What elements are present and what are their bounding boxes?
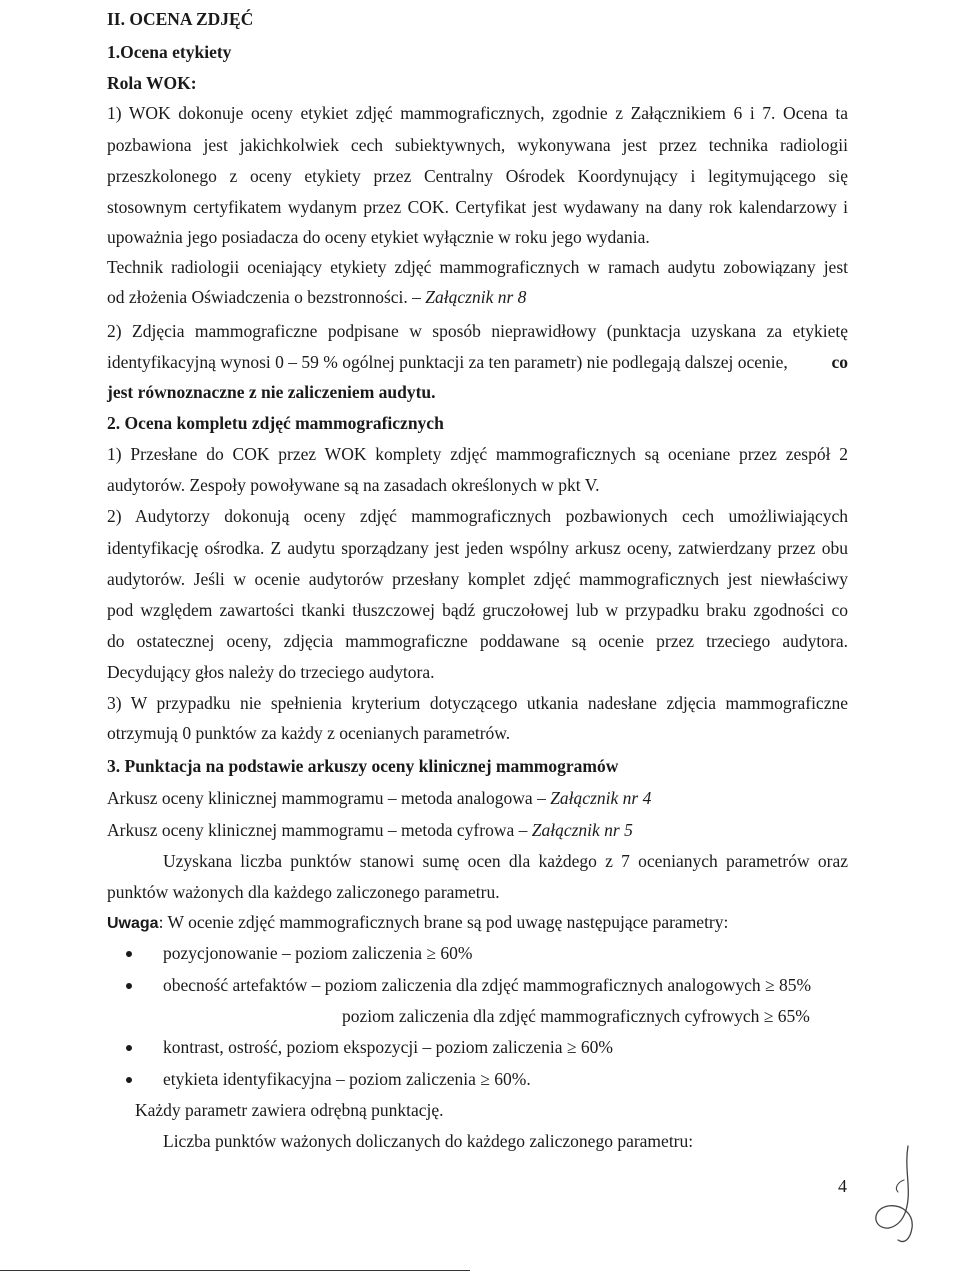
paragraph-line: 1) WOK dokonuje oceny etykiet zdjęć mammograficznych, zgodnie z Załącznikiem 6 i 7. Ocena ta [107, 103, 848, 123]
paragraph-line: 2) Zdjęcia mammograficzne podpisane w sposób nieprawidłowy (punktacja uzyskana za etykietę [107, 321, 848, 341]
line-text: Arkusz oceny klinicznej mammogramu – metoda cyfrowa – [107, 820, 532, 840]
paragraph-line: Technik radiologii oceniający etykiety zdjęć mammograficznych w ramach audytu zobowiązany jest [107, 257, 848, 277]
line-text: Arkusz oceny klinicznej mammogramu – metoda analogowa – [107, 788, 551, 808]
section-1-subtitle: Rola WOK: [107, 73, 197, 93]
chapter-heading: II. OCENA ZDJĘĆ [107, 9, 254, 29]
note-label: Uwaga [107, 915, 159, 932]
line-text: od złożenia Oświadczenia o bezstronności. – [107, 287, 426, 307]
section-2-title: 2. Ocena kompletu zdjęć mammograficznych [107, 413, 444, 433]
paragraph-line: otrzymują 0 punktów za każdy z ocenianych parametrów. [107, 723, 511, 743]
section-3-title: 3. Punktacja na podstawie arkuszy oceny klinicznej mammogramów [107, 756, 619, 776]
bullet-icon [126, 983, 132, 989]
paragraph-line: upoważnia jego posiadacza do oceny etykiet wyłącznie w roku jego wydania. [107, 227, 650, 247]
paragraph-line: identyfikację ośrodka. Z audytu sporządzany jest jeden wspólny arkusz oceny, zatwierdzany przez obu [107, 538, 848, 558]
section-1-title: 1.Ocena etykiety [107, 42, 232, 62]
paragraph-line [107, 351, 848, 373]
bullet-item-continuation: poziom zaliczenia dla zdjęć mammograficznych cyfrowych ≥ 65% [342, 1006, 810, 1026]
paragraph-line: 3) W przypadku nie spełnienia kryterium dotyczącego utkania nadesłane zdjęcia mammograficzne [107, 693, 848, 713]
paragraph-line: audytorów. Zespoły powoływane są na zasadach określonych w pkt V. [107, 475, 600, 495]
paragraph-line: Uzyskana liczba punktów stanowi sumę ocen dla każdego z 7 ocenianych parametrów oraz [163, 851, 848, 871]
paragraph-line: 2) Audytorzy dokonują oceny zdjęć mammograficznych pozbawionych cech umożliwiających [107, 506, 848, 526]
paragraph-line: Każdy parametr zawiera odrębną punktację. [135, 1100, 444, 1120]
bullet-item: etykieta identyfikacyjna – poziom zaliczenia ≥ 60%. [163, 1069, 531, 1089]
paragraph-line: do ostatecznej oceny, zdjęcia mammograficzne poddawane są ocenie przez trzeciego audytora. [107, 631, 848, 651]
page-number: 4 [838, 1176, 847, 1196]
bullet-item: pozycjonowanie – poziom zaliczenia ≥ 60% [163, 943, 473, 963]
paragraph-line: Liczba punktów ważonych doliczanych do każdego zaliczonego parametru: [163, 1131, 694, 1151]
paragraph-line: przeszkolonego z oceny etykiety przez Centralny Ośrodek Koordynujący i legitymującego się [107, 166, 848, 186]
bullet-icon [126, 951, 132, 957]
paragraph-line: punktów ważonych dla każdego zaliczonego parametru. [107, 882, 500, 902]
paragraph-line: 1) Przesłane do COK przez WOK komplety zdjęć mammograficznych są oceniane przez zespół 2 [107, 444, 848, 464]
attachment-reference: Załącznik nr 4 [550, 788, 652, 808]
bullet-icon [126, 1045, 132, 1051]
attachment-reference: Załącznik nr 5 [531, 820, 633, 840]
note-text: : W ocenie zdjęć mammograficznych brane są pod uwagę następujące parametry: [158, 912, 729, 932]
bullet-item: obecność artefaktów – poziom zaliczenia dla zdjęć mammograficznych analogowych ≥ 85% [163, 975, 812, 995]
paragraph-line-bold: jest równoznaczne z nie zaliczeniem audytu. [107, 382, 436, 402]
handwritten-signature-icon [868, 1140, 928, 1250]
paragraph-line: pod względem zawartości tkanki tłuszczowej bądź gruczołowej lub w przypadku braku zgodności co [107, 600, 848, 620]
paragraph-line: stosownym certyfikatem wydanym przez COK. Certyfikat jest wydawany na dany rok kalendarzowy i [107, 197, 848, 217]
worksheet-line-digital [107, 819, 633, 841]
footer-rule [0, 1270, 470, 1271]
paragraph-line: Decydujący głos należy do trzeciego audytora. [107, 662, 435, 682]
attachment-reference: Załącznik nr 8 [425, 287, 527, 307]
paragraph-line [107, 286, 526, 308]
paragraph-line: pozbawiona jest jakichkolwiek cech subiektywnych, wykonywana jest przez technika radiologii [107, 135, 848, 155]
worksheet-line-analog [107, 787, 651, 809]
line-text: identyfikacyjną wynosi 0 – 59 % ogólnej punktacji za ten parametr) nie podlegają dalszej ocenie, [107, 352, 788, 372]
note-line [107, 911, 728, 935]
bullet-icon [126, 1077, 132, 1083]
line-text-bold: co [831, 352, 848, 372]
bullet-item: kontrast, ostrość, poziom ekspozycji – poziom zaliczenia ≥ 60% [163, 1037, 613, 1057]
paragraph-line: audytorów. Jeśli w ocenie audytorów przesłany komplet zdjęć mammograficznych jest niewłaściwy [107, 569, 848, 589]
